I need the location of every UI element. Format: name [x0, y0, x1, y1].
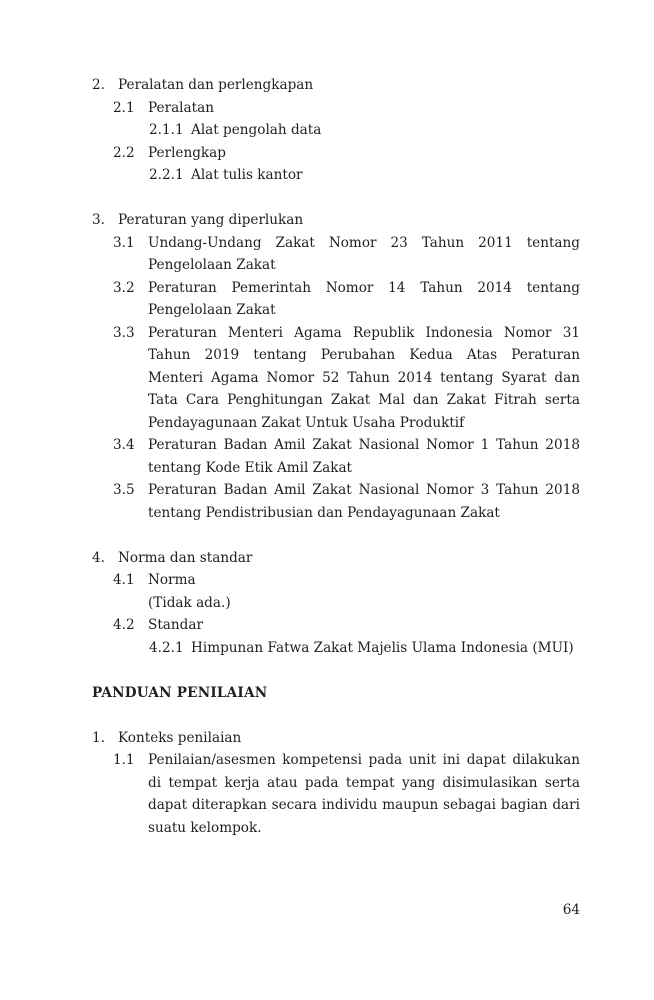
section-number: 3.: [92, 212, 105, 228]
section-peraturan: [92, 209, 580, 524]
section-number: 1.: [92, 729, 105, 746]
item-text: Alat tulis kantor: [191, 167, 303, 183]
list-item-3-2: [92, 277, 580, 322]
section-2-title-row: [92, 74, 580, 97]
item-text: Perlengkap: [148, 144, 226, 161]
item-text: Penilaian/asesmen kompetensi pada unit ini dapat dilakukan di tempat kerja atau pada tempat yang disimulasikan serta dapat diterapkan secara individu maupun sebagai bagian dari suatu kelompok.: [148, 752, 580, 836]
list-item-3-1: [92, 232, 580, 277]
item-text: Peraturan Pemerintah Nomor 14 Tahun 2014 tentang Pengelolaan Zakat: [148, 279, 580, 318]
list-item-4-1: [92, 569, 580, 592]
guide-section-title-row: [92, 727, 580, 750]
list-item-2-2-1: [92, 164, 580, 187]
item-text: Undang-Undang Zakat Nomor 23 Tahun 2011 tentang Pengelolaan Zakat: [148, 234, 580, 273]
page-content: [92, 74, 580, 839]
list-item-4-2: [92, 614, 580, 637]
item-number: 4.2.1: [149, 639, 184, 656]
list-item-1-1: [92, 749, 580, 839]
item-text: Standar: [148, 617, 203, 633]
item-text: Peraturan Menteri Agama Republik Indonesia Nomor 31 Tahun 2019 tentang Perubahan Kedua Atas Peraturan Menteri Agama Nomor 52 Tahun 2014 tentang Syarat dan Tata Cara Penghitungan Zakat Mal dan Zakat Fitrah serta Pendayagunaan Zakat Untuk Usaha Produktif: [148, 324, 580, 431]
list-item-4-1-note: [92, 592, 580, 615]
section-peralatan: [92, 74, 580, 187]
list-item-2-1-1: [92, 119, 580, 142]
item-number: 4.2: [113, 617, 135, 633]
item-number: [113, 592, 148, 615]
section-4-title-row: [92, 547, 580, 570]
list-item-3-3: [92, 322, 580, 435]
item-number: 2.1: [113, 99, 135, 116]
item-number: 2.2.1: [149, 167, 184, 183]
item-number: 3.4: [113, 437, 135, 453]
item-number: 2.1.1: [149, 122, 184, 138]
item-text: Norma: [148, 572, 196, 588]
page-number: 64: [562, 902, 580, 918]
item-number: 3.2: [113, 279, 135, 296]
item-text: Peraturan Badan Amil Zakat Nasional Nomor 3 Tahun 2018 tentang Pendistribusian dan Pendayagunaan Zakat: [148, 482, 580, 521]
section-3-title-row: [92, 209, 580, 232]
item-number: 4.1: [113, 572, 135, 588]
item-text: Peraturan Badan Amil Zakat Nasional Nomor 1 Tahun 2018 tentang Kode Etik Amil Zakat: [148, 437, 580, 476]
list-item-2-2: [92, 142, 580, 165]
list-item-3-4: [92, 434, 580, 479]
section-konteks-penilaian: [92, 727, 580, 840]
item-number: 3.1: [113, 234, 135, 251]
item-number: 3.5: [113, 482, 135, 498]
item-number: 1.1: [113, 752, 135, 768]
section-title: Peralatan dan perlengkapan: [118, 77, 314, 93]
item-text: Himpunan Fatwa Zakat Majelis Ulama Indonesia (MUI): [191, 639, 574, 656]
item-text: (Tidak ada.): [148, 594, 231, 611]
item-number: 2.2: [113, 144, 135, 161]
section-norma-standar: [92, 547, 580, 660]
section-number: 2.: [92, 77, 105, 93]
section-number: 4.: [92, 549, 105, 566]
item-number: 3.3: [113, 324, 135, 341]
list-item-2-1: [92, 97, 580, 120]
section-title: Norma dan standar: [118, 549, 253, 566]
list-item-3-5: [92, 479, 580, 524]
panduan-penilaian-heading: PANDUAN PENILAIAN: [92, 684, 268, 701]
item-text: Peralatan: [148, 99, 214, 116]
section-title: Peraturan yang diperlukan: [118, 212, 304, 228]
list-item-4-2-1: [92, 637, 580, 660]
section-title: Konteks penilaian: [118, 729, 242, 746]
item-text: Alat pengolah data: [191, 122, 322, 138]
